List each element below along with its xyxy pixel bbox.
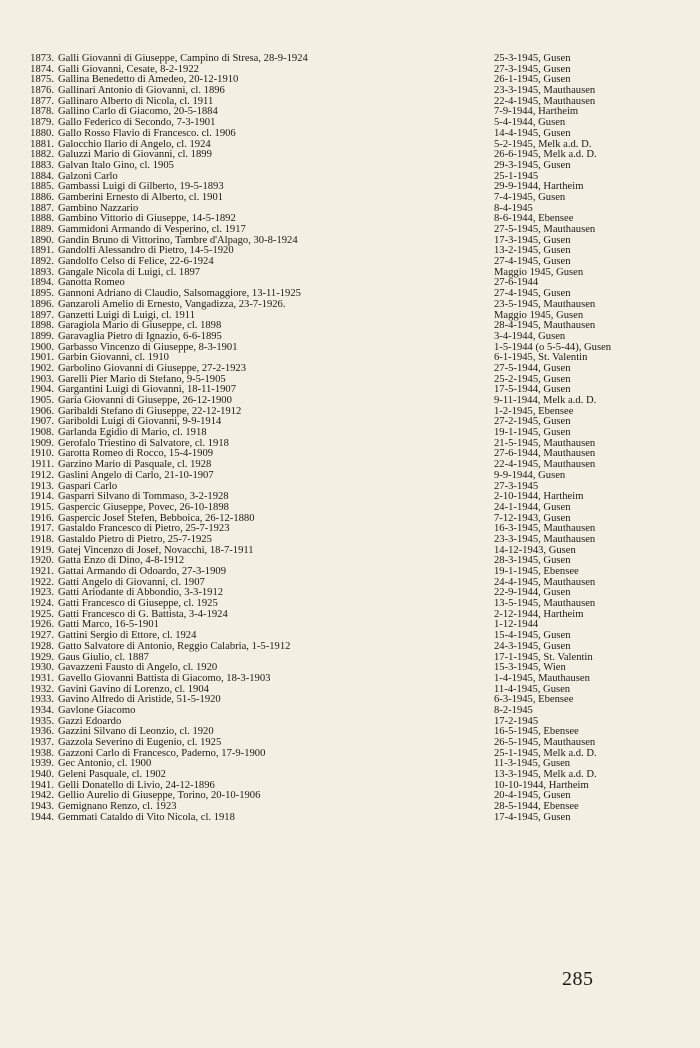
entry-row: [28, 321, 612, 332]
entry-row: [28, 503, 612, 514]
entry-name: Gatti Francesco di G. Battista, 3-4-1924: [58, 609, 228, 620]
entry-name: Gatti Angelo di Giovanni, cl. 1907: [58, 577, 205, 588]
entry-name: Gaslini Angelo di Carlo, 21-10-1907: [58, 470, 214, 481]
entry-row: [28, 129, 612, 140]
entry-death-date-place: 29-3-1945, Gusen: [494, 160, 571, 171]
entry-row: [28, 353, 612, 364]
entry-name: Galli Giovanni, Cesate, 8-2-1922: [58, 64, 199, 75]
entry-death-date-place: 16-3-1945, Mauthausen: [494, 524, 596, 535]
entry-row: [28, 759, 612, 770]
entry-number: 1889.: [30, 224, 54, 235]
entry-death-date-place: 29-9-1944, Hartheim: [494, 182, 584, 193]
entry-number: 1917.: [30, 523, 54, 535]
entry-number: 1927.: [30, 630, 54, 642]
entry-number: 1930.: [30, 662, 54, 674]
entry-name: Garotta Romeo di Rocco, 15-4-1909: [58, 449, 214, 460]
entry-name: Gavino Alfredo di Aristide, 51-5-1920: [58, 695, 221, 706]
entry-row: [28, 717, 612, 728]
entry-death-date-place: 27-3-1945: [494, 481, 539, 492]
entry-name: Gannoni Adriano di Claudio, Salsomaggiore, 13-11-1925: [58, 289, 301, 300]
entry-row: [28, 75, 612, 86]
entry-name: Gallinari Antonio di Giovanni, cl. 1896: [58, 86, 225, 97]
entry-name: Gallino Carlo di Giacomo, 20-5-1884: [58, 107, 218, 118]
entry-name: Galli Giovanni di Giuseppe, Campino di Stresa, 28-9-1924: [58, 54, 308, 64]
entry-name: Gattini Sergio di Ettore, cl. 1924: [58, 631, 197, 642]
entry-name: Gazzini Silvano di Leonzio, cl. 1920: [58, 727, 214, 738]
entry-row: [28, 514, 612, 525]
entry-death-date-place: 28-5-1944, Ebensee: [494, 802, 579, 813]
entry-name: Gasparri Silvano di Tommaso, 3-2-1928: [58, 492, 229, 503]
entry-death-date-place: 24-3-1945, Gusen: [494, 641, 571, 652]
entry-number: 1913.: [30, 480, 54, 492]
entry-number: 1876.: [30, 85, 54, 97]
entry-death-date-place: 22-4-1945, Mauthausen: [494, 460, 596, 471]
page-number: 285: [562, 968, 594, 990]
entry-row: [28, 631, 612, 642]
entry-death-date-place: 27-4-1945, Gusen: [494, 289, 571, 300]
entry-number: 1895.: [30, 288, 54, 300]
entry-number: 1893.: [30, 266, 54, 278]
entry-row: [28, 268, 612, 279]
entry-number: 1939.: [30, 758, 54, 770]
entry-name: Geleni Pasquale, cl. 1902: [58, 770, 166, 781]
entry-row: [28, 385, 612, 396]
entry-name: Gallina Benedetto di Amedeo, 20-12-1910: [58, 75, 239, 86]
entry-death-date-place: 27-5-1945, Mauthausen: [494, 225, 596, 235]
entry-row: [28, 642, 612, 653]
entry-name: Gargantini Luigi di Giovanni, 18-11-1907: [58, 385, 237, 396]
entry-death-date-place: 14-12-1943, Gusen: [494, 545, 576, 556]
entry-death-date-place: Maggio 1945, Gusen: [494, 310, 584, 321]
entry-death-date-place: 27-2-1945, Gusen: [494, 417, 571, 428]
entry-number: 1937.: [30, 737, 54, 748]
entry-number: 1884.: [30, 170, 54, 182]
entry-row: [28, 567, 612, 578]
entry-name: Gallinaro Alberto di Nicola, cl. 1911: [58, 96, 214, 107]
entry-name: Gazzoni Carlo di Francesco, Paderno, 17-9-1900: [58, 748, 266, 759]
entry-death-date-place: 22-4-1945, Mauthausen: [494, 96, 596, 107]
entry-number: 1944.: [30, 811, 54, 823]
entry-row: [28, 727, 612, 738]
entry-number: 1916.: [30, 512, 54, 524]
entry-number: 1931.: [30, 672, 54, 684]
entry-row: [28, 813, 612, 824]
entry-name: Gallo Federico di Secondo, 7-3-1901: [58, 118, 216, 129]
entry-death-date-place: 9-9-1944, Gusen: [494, 470, 566, 481]
entry-row: [28, 332, 612, 343]
entry-death-date-place: 7-9-1944, Hartheim: [494, 107, 579, 118]
entry-death-date-place: 6-3-1945, Ebensee: [494, 695, 574, 706]
entry-name: Gaus Giulio, cl. 1887: [58, 652, 149, 663]
entry-row: [28, 140, 612, 151]
entry-number: 1925.: [30, 608, 54, 620]
entry-row: [28, 738, 612, 749]
entry-number: 1932.: [30, 683, 54, 695]
entry-name: Gatti Ariodante di Abbondio, 3-3-1912: [58, 588, 224, 599]
entry-number: 1904.: [30, 384, 54, 396]
entry-row: [28, 695, 612, 706]
entry-death-date-place: 7-12-1943, Gusen: [494, 513, 571, 524]
entry-row: [28, 449, 612, 460]
entry-number: 1879.: [30, 117, 54, 129]
entry-number: 1918.: [30, 533, 54, 545]
entry-row: [28, 300, 612, 311]
entry-name: Gastaldo Pietro di Pietro, 25-7-1925: [58, 534, 212, 545]
entry-death-date-place: 19-1-1945, Ebensee: [494, 567, 579, 577]
entry-name: Gaspercic Josef Stefen, Bebboica, 26-12-1880: [58, 513, 255, 524]
entry-name: Galzoni Carlo: [58, 171, 118, 182]
entry-number: 1888.: [30, 213, 54, 225]
entry-name: Garia Giovanni di Giuseppe, 26-12-1900: [58, 396, 232, 406]
entry-row: [28, 225, 612, 236]
entry-name: Gandin Bruno di Vittorino, Tambre d'Alpago, 30-8-1924: [58, 235, 298, 246]
entry-number: 1887.: [30, 202, 54, 214]
entry-name: Gaspercic Giuseppe, Povec, 26-10-1898: [58, 502, 229, 513]
entry-name: Gavazzeni Fausto di Angelo, cl. 1920: [58, 663, 218, 674]
entry-row: [28, 214, 612, 225]
entry-number: 1907.: [30, 416, 54, 428]
entry-number: 1923.: [30, 587, 54, 599]
entry-name: Gazzola Severino di Eugenio, cl. 1925: [58, 738, 222, 748]
entry-name: Gatti Francesco di Giuseppe, cl. 1925: [58, 599, 218, 610]
entry-death-date-place: 14-4-1945, Gusen: [494, 128, 571, 139]
entry-death-date-place: 17-4-1945, Gusen: [494, 812, 571, 823]
entry-number: 1942.: [30, 790, 54, 802]
entry-number: 1899.: [30, 330, 54, 342]
entry-name: Galocchio Ilario di Angelo, cl. 1924: [58, 139, 211, 150]
entry-name: Garagiola Mario di Giuseppe, cl. 1898: [58, 321, 222, 332]
entry-number: 1877.: [30, 95, 54, 107]
entry-row: [28, 685, 612, 696]
entry-name: Gangale Nicola di Luigi, cl. 1897: [58, 267, 201, 278]
entry-number: 1926.: [30, 619, 54, 631]
entry-death-date-place: 3-4-1944, Gusen: [494, 331, 566, 342]
entry-death-date-place: 22-9-1944, Gusen: [494, 588, 571, 599]
entry-name: Gatti Marco, 16-5-1901: [58, 620, 159, 631]
entry-row: [28, 546, 612, 557]
entry-death-date-place: 24-4-1945, Mauthausen: [494, 577, 596, 588]
entry-name: Gavello Giovanni Battista di Giacomo, 18-3-1903: [58, 673, 271, 684]
entry-death-date-place: 23-3-1945, Mauthausen: [494, 86, 596, 97]
entry-name: Ganzetti Luigi di Luigi, cl. 1911: [58, 310, 196, 321]
entry-row: [28, 193, 612, 204]
entry-number: 1938.: [30, 747, 54, 759]
entry-name: Gemignano Renzo, cl. 1923: [58, 802, 177, 813]
entry-name: Galvan Italo Gino, cl. 1905: [58, 160, 174, 171]
entry-name: Gallo Rosso Flavio di Francesco. cl. 1906: [58, 128, 236, 139]
entry-number: 1929.: [30, 651, 54, 663]
entry-name: Garlanda Egidio di Mario, cl. 1918: [58, 428, 207, 439]
entry-row: [28, 375, 612, 386]
entry-death-date-place: 24-1-1944, Gusen: [494, 502, 571, 513]
entry-row: [28, 460, 612, 471]
entry-number: 1909.: [30, 437, 54, 449]
entry-row: [28, 311, 612, 322]
entry-row: [28, 610, 612, 621]
entry-death-date-place: 7-4-1945, Gusen: [494, 192, 566, 203]
entry-row: [28, 54, 612, 65]
entry-name: Gatto Salvatore di Antonio, Reggio Calabria, 1-5-1912: [58, 641, 291, 652]
entry-death-date-place: 11-4-1945, Gusen: [494, 684, 571, 695]
entry-number: 1873.: [30, 53, 54, 64]
entry-death-date-place: 25-1-1945: [494, 171, 539, 182]
entry-number: 1892.: [30, 256, 54, 268]
entry-number: 1934.: [30, 704, 54, 716]
entry-number: 1901.: [30, 352, 54, 364]
entry-number: 1915.: [30, 501, 54, 513]
entry-row: [28, 535, 612, 546]
entry-row: [28, 556, 612, 567]
entry-name: Gambino Vittorio di Giuseppe, 14-5-1892: [58, 214, 236, 225]
entry-name: Garbin Giovanni, cl. 1910: [58, 353, 169, 364]
entry-death-date-place: 8-4-1945: [494, 203, 533, 214]
entry-death-date-place: 25-2-1945, Gusen: [494, 374, 571, 385]
entry-number: 1906.: [30, 405, 54, 417]
entry-death-date-place: 25-1-1945, Melk a.d. D.: [494, 748, 597, 759]
entry-death-date-place: 9-11-1944, Melk a.d. D.: [494, 396, 597, 406]
entry-name: Gellio Aurelio di Giuseppe, Torino, 20-10-1906: [58, 791, 261, 802]
entry-death-date-place: 19-1-1945, Gusen: [494, 428, 571, 439]
entry-death-date-place: 27-5-1944, Gusen: [494, 363, 571, 374]
entry-death-date-place: 17-3-1945, Gusen: [494, 235, 571, 246]
entry-name: Gemmati Cataldo di Vito Nicola, cl. 1918: [58, 812, 235, 823]
entry-row: [28, 289, 612, 300]
entry-name: Gazzi Edoardo: [58, 716, 122, 727]
entry-name: Gambassi Luigi di Gilberto, 19-5-1893: [58, 182, 224, 193]
entry-death-date-place: 8-2-1945: [494, 705, 533, 716]
entry-name: Gec Antonio, cl. 1900: [58, 759, 152, 770]
entry-row: [28, 588, 612, 599]
entry-row: [28, 791, 612, 802]
entry-row: [28, 802, 612, 813]
entry-number: 1922.: [30, 576, 54, 588]
entry-row: [28, 524, 612, 535]
entry-name: Garavaglia Pietro di Ignazio, 6-6-1895: [58, 331, 222, 342]
entry-name: Gariboldi Luigi di Giovanni, 9-9-1914: [58, 417, 222, 428]
entry-row: [28, 182, 612, 193]
entry-death-date-place: 25-3-1945, Gusen: [494, 54, 571, 64]
entry-death-date-place: 28-4-1945, Mauthausen: [494, 321, 596, 332]
entry-number: 1924.: [30, 598, 54, 610]
entry-row: [28, 482, 612, 493]
entry-name: Gavini Gavino di Lorenzo, cl. 1904: [58, 684, 209, 695]
entry-death-date-place: 1-4-1945, Mauthausen: [494, 673, 590, 684]
entry-row: [28, 161, 612, 172]
entry-name: Gamberini Ernesto di Alberto, cl. 1901: [58, 192, 224, 203]
entry-name: Gastaldo Francesco di Pietro, 25-7-1923: [58, 524, 230, 535]
entry-number: 1875.: [30, 74, 54, 86]
entry-row: [28, 257, 612, 268]
entry-number: 1933.: [30, 694, 54, 706]
entry-number: 1941.: [30, 779, 54, 791]
entry-number: 1936.: [30, 726, 54, 738]
entry-row: [28, 674, 612, 685]
entry-name: Garbolino Giovanni di Giuseppe, 27-2-1923: [58, 363, 247, 374]
entry-number: 1940.: [30, 769, 54, 781]
entry-name: Gatta Enzo di Dino, 4-8-1912: [58, 556, 185, 567]
entry-row: [28, 407, 612, 418]
entry-row: [28, 417, 612, 428]
entry-row: [28, 204, 612, 215]
entry-death-date-place: 6-1-1945, St. Valentin: [494, 353, 588, 364]
entry-death-date-place: 13-2-1945, Gusen: [494, 246, 571, 257]
entry-death-date-place: Maggio 1945, Gusen: [494, 267, 584, 278]
entry-number: 1928.: [30, 640, 54, 652]
entry-name: Gavlone Giacomo: [58, 705, 136, 716]
entry-number: 1914.: [30, 491, 54, 503]
entry-row: [28, 599, 612, 610]
entry-row: [28, 150, 612, 161]
entry-death-date-place: 2-10-1944, Hartheim: [494, 492, 584, 503]
entry-number: 1874.: [30, 63, 54, 75]
entry-number: 1897.: [30, 309, 54, 321]
entry-row: [28, 781, 612, 792]
entry-name: Garibaldi Stefano di Giuseppe, 22-12-1912: [58, 406, 242, 417]
entry-name: Galuzzi Mario di Giovanni, cl. 1899: [58, 150, 212, 161]
entry-death-date-place: 10-10-1944, Hartheim: [494, 780, 589, 791]
entry-name: Gammidoni Armando di Vesperino, cl. 1917: [58, 225, 246, 235]
entry-number: 1882.: [30, 149, 54, 161]
entry-row: [28, 428, 612, 439]
entry-name: Gatej Vincenzo di Josef, Novacchi, 18-7-1911: [58, 545, 254, 556]
entry-number: 1885.: [30, 181, 54, 193]
entry-name: Gattai Armando di Odoardo, 27-3-1909: [58, 567, 226, 577]
entry-row: [28, 278, 612, 289]
entry-row: [28, 343, 612, 354]
entry-number: 1912.: [30, 469, 54, 481]
entry-death-date-place: 28-3-1945, Gusen: [494, 556, 571, 567]
entry-row: [28, 65, 612, 76]
entry-death-date-place: 5-4-1944, Gusen: [494, 118, 566, 129]
entry-name: Ganotta Romeo: [58, 278, 125, 289]
entry-row: [28, 396, 612, 407]
entry-death-date-place: 27-6-1944, Mauthausen: [494, 449, 596, 460]
entry-number: 1903.: [30, 373, 54, 385]
entry-name: Gerofalo Triestino di Salvatore, cl. 1918: [58, 438, 229, 449]
entry-name: Gandolfo Celso di Felice, 22-6-1924: [58, 257, 214, 268]
entry-number: 1900.: [30, 341, 54, 353]
entry-number: 1920.: [30, 555, 54, 567]
entry-death-date-place: 13-3-1945, Melk a.d. D.: [494, 770, 597, 781]
entry-death-date-place: 1-5-1944 (o 5-5-44), Gusen: [494, 342, 612, 353]
entry-number: 1894.: [30, 277, 54, 289]
entry-number: 1891.: [30, 245, 54, 257]
entry-death-date-place: 17-5-1944, Gusen: [494, 385, 571, 396]
entry-name: Ganzaroli Amelio di Ernesto, Vangadizza, 23-7-1926.: [58, 299, 286, 310]
entry-number: 1910.: [30, 448, 54, 460]
entry-number: 1878.: [30, 106, 54, 118]
entry-death-date-place: 2-12-1944, Hartheim: [494, 609, 584, 620]
entry-death-date-place: 26-1-1945, Gusen: [494, 75, 571, 86]
entry-death-date-place: 17-1-1945, St. Valentin: [494, 652, 593, 663]
entry-row: [28, 86, 612, 97]
entry-list: [28, 54, 612, 824]
entry-death-date-place: 23-3-1945, Mauthausen: [494, 534, 596, 545]
entry-row: [28, 118, 612, 129]
entry-row: [28, 246, 612, 257]
entry-number: 1902.: [30, 362, 54, 374]
entry-name: Gandolfi Alessandro di Pietro, 14-5-1920: [58, 246, 234, 257]
entry-name: Garzino Mario di Pasquale, cl. 1928: [58, 460, 212, 471]
entry-death-date-place: 26-6-1945, Melk a.d. D.: [494, 150, 597, 161]
entry-row: [28, 471, 612, 482]
entry-name: Gambino Nazzario: [58, 203, 139, 214]
entry-number: 1911.: [30, 459, 54, 471]
entry-death-date-place: 1-12-1944: [494, 620, 539, 631]
entry-row: [28, 236, 612, 247]
entry-number: 1881.: [30, 138, 54, 150]
entry-number: 1883.: [30, 159, 54, 171]
entry-death-date-place: 27-6-1944: [494, 278, 539, 289]
entry-death-date-place: 15-3-1945, Wien: [494, 663, 566, 674]
entry-number: 1943.: [30, 801, 54, 813]
entry-row: [28, 620, 612, 631]
entry-row: [28, 97, 612, 108]
entry-death-date-place: 27-4-1945, Gusen: [494, 257, 571, 268]
entry-death-date-place: 15-4-1945, Gusen: [494, 631, 571, 642]
entry-death-date-place: 23-5-1945, Mauthausen: [494, 299, 596, 310]
entry-death-date-place: 1-2-1945, Ebensee: [494, 406, 574, 417]
entry-death-date-place: 5-2-1945, Melk a.d. D.: [494, 139, 592, 150]
entry-death-date-place: 26-5-1945, Mauthausen: [494, 738, 596, 748]
entry-name: Gaspari Carlo: [58, 481, 118, 492]
entry-death-date-place: 21-5-1945, Mauthausen: [494, 438, 596, 449]
entry-row: [28, 107, 612, 118]
entry-number: 1921.: [30, 566, 54, 577]
entry-death-date-place: 27-3-1945, Gusen: [494, 64, 571, 75]
entry-number: 1935.: [30, 715, 54, 727]
entry-name: Gelli Donatello di Livio, 24-12-1896: [58, 780, 215, 791]
entry-number: 1890.: [30, 234, 54, 246]
entry-name: Garelli Pier Mario di Stefano, 9-5-1905: [58, 374, 226, 385]
entry-row: [28, 770, 612, 781]
entry-death-date-place: 16-5-1945, Ebensee: [494, 727, 579, 738]
entry-death-date-place: 20-4-1945, Gusen: [494, 791, 571, 802]
entry-death-date-place: 8-6-1944, Ebensee: [494, 214, 574, 225]
entry-row: [28, 578, 612, 589]
entry-number: 1919.: [30, 544, 54, 556]
entry-row: [28, 653, 612, 664]
entry-death-date-place: 17-2-1945: [494, 716, 539, 727]
entry-name: Garbasso Vincenzo di Giuseppe, 8-3-1901: [58, 342, 238, 353]
entry-number: 1880.: [30, 127, 54, 139]
entry-number: 1905.: [30, 395, 54, 406]
entry-row: [28, 706, 612, 717]
entry-number: 1898.: [30, 320, 54, 332]
entry-row: [28, 439, 612, 450]
entry-death-date-place: 13-5-1945, Mauthausen: [494, 599, 596, 610]
entry-death-date-place: 11-3-1945, Gusen: [494, 759, 571, 770]
entry-number: 1908.: [30, 427, 54, 439]
entry-number: 1896.: [30, 298, 54, 310]
entry-row: [28, 663, 612, 674]
entry-row: [28, 172, 612, 183]
entry-number: 1886.: [30, 191, 54, 203]
entry-row: [28, 749, 612, 760]
entry-row: [28, 492, 612, 503]
entry-row: [28, 364, 612, 375]
